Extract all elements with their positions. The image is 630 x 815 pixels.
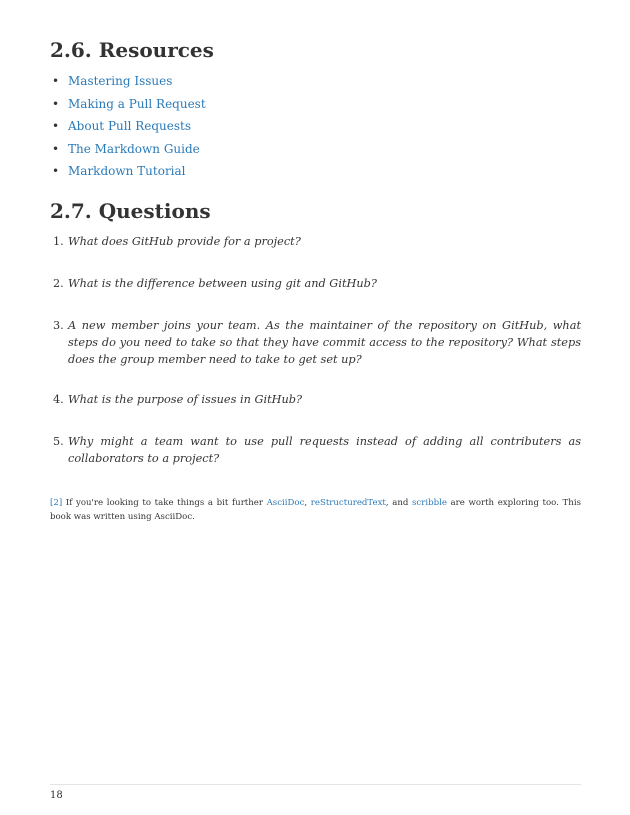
bullet-icon: •: [52, 141, 60, 156]
question-item: [50, 391, 581, 408]
questions-heading: 2.7. Questions: [50, 199, 211, 223]
question-item: [50, 275, 581, 292]
footnote-text: are worth exploring too. This book was written using AsciiDoc.: [50, 498, 581, 522]
link-restructuredtext[interactable]: reStructuredText: [310, 498, 386, 508]
link-markdown-guide[interactable]: The Markdown Guide: [68, 141, 200, 156]
list-item: [50, 73, 206, 96]
footnote-text: If you're looking to take things a bit further: [62, 498, 267, 508]
question-number: 4.: [53, 393, 64, 406]
question-text: What is the purpose of issues in GitHub?: [68, 393, 303, 406]
footnote-separator: ,: [304, 498, 311, 508]
list-item: [50, 141, 206, 164]
bullet-icon: •: [52, 74, 60, 88]
question-text: Why might a team want to use pull requests instead of adding all contributers as collaborators to a project?: [68, 435, 581, 465]
link-making-a-pull-request[interactable]: Making a Pull Request: [68, 96, 206, 111]
question-item: [50, 317, 581, 368]
link-asciidoc[interactable]: AsciiDoc: [266, 498, 305, 508]
bullet-icon: •: [52, 96, 60, 111]
question-item: [50, 433, 581, 467]
question-number: 5.: [53, 435, 64, 448]
question-number: 3.: [53, 319, 64, 332]
footnote: [50, 496, 581, 524]
list-item: [50, 118, 206, 141]
page-number: 18: [50, 790, 63, 801]
question-text: What is the difference between using git and GitHub?: [68, 277, 377, 290]
footnote-marker-link[interactable]: [2]: [50, 498, 63, 508]
question-text: What does GitHub provide for a project?: [68, 235, 301, 248]
bullet-icon: •: [52, 119, 60, 133]
link-mastering-issues[interactable]: Mastering Issues: [68, 74, 173, 88]
list-item: [50, 96, 206, 119]
resources-heading: 2.6. Resources: [50, 38, 214, 62]
bullet-icon: •: [52, 164, 60, 178]
link-about-pull-requests[interactable]: About Pull Requests: [68, 119, 192, 133]
question-number: 2.: [53, 277, 64, 290]
question-number: 1.: [53, 235, 64, 248]
footer-divider: [50, 784, 581, 785]
list-item: [50, 163, 206, 186]
link-markdown-tutorial[interactable]: Markdown Tutorial: [68, 164, 186, 178]
link-scribble[interactable]: scribble: [412, 498, 447, 508]
question-item: [50, 233, 581, 250]
resources-list: [50, 73, 206, 186]
question-text: A new member joins your team. As the maintainer of the repository on GitHub, what steps do you need to take so that they have commit access to the repository? What steps does the group member need to take to get set up?: [68, 319, 581, 366]
footnote-separator: , and: [385, 498, 412, 508]
